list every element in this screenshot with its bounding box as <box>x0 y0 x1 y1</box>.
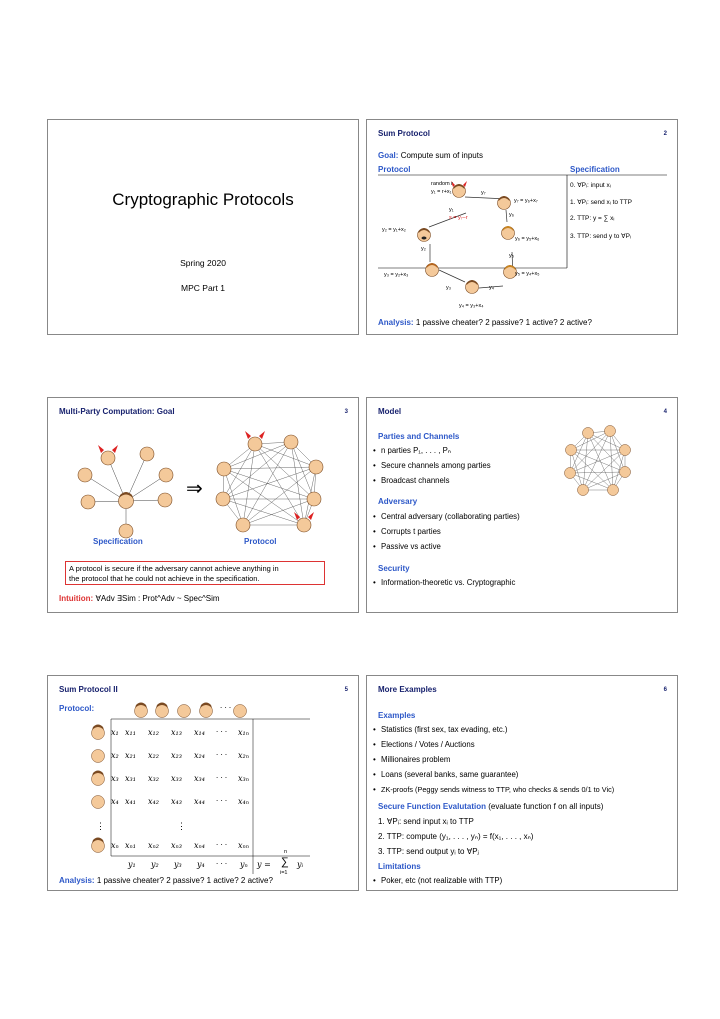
matrix-cell: · · · <box>216 728 228 736</box>
matrix-cell: x₃₁ <box>125 774 136 783</box>
matrix-cell: xₙ₃ <box>171 841 182 850</box>
analysis-label: Analysis: <box>59 876 95 885</box>
label-y3-eq: y₃ = y₂+x₃ <box>384 272 409 278</box>
row-label: xₙ <box>111 841 119 850</box>
label-y2-eq: y₂ = y₁+x₂ <box>382 227 406 233</box>
list-item: • Secure channels among parties <box>373 461 491 470</box>
sum-cell: y₂ <box>151 860 159 869</box>
slide-6 <box>366 675 678 891</box>
matrix-cell: x₁₃ <box>171 728 182 737</box>
matrix-cell: x₂₃ <box>171 751 182 760</box>
label-y6: y₆ <box>509 212 514 218</box>
label-y7-eq: y₇ = y₆+x₇ <box>514 198 538 204</box>
matrix-cell: x₃₄ <box>194 774 205 783</box>
slide-number: 2 <box>663 131 667 137</box>
spec-step: 2. TTP: y = ∑ xᵢ <box>570 215 615 222</box>
sum-cell: y₁ <box>128 860 136 869</box>
label-y4-eq: y₄ = y₃+x₄ <box>459 303 484 309</box>
section-heading: Parties and Channels <box>378 432 460 441</box>
spec-step: 3. TTP: send y to ∀Pᵢ <box>570 233 631 240</box>
total-sigma: ∑ <box>281 856 289 868</box>
row-label: x₁ <box>111 728 119 737</box>
slide-1 <box>47 119 359 335</box>
title: Cryptographic Protocols <box>112 190 294 209</box>
header-dots: · · · <box>220 704 232 712</box>
matrix-cell: x₃₃ <box>171 774 182 783</box>
slide-5 <box>47 675 359 891</box>
implies-arrow: ⇒ <box>186 478 203 500</box>
list-item: • n parties P₁, . . . , Pₙ <box>373 446 451 455</box>
analysis-text: 1 passive cheater? 2 passive? 1 active? 2 active? <box>96 876 273 885</box>
sfe-step: 2. TTP: compute (y₁, . . . , yₙ) = f(x₁, . . . , xₙ) <box>378 832 534 841</box>
slide-title: Sum Protocol <box>378 129 431 138</box>
protocol-label: Protocol <box>244 537 277 546</box>
intuition <box>59 594 220 603</box>
sfe-step: 3. TTP: send output yᵢ to ∀Pⱼ <box>378 847 479 856</box>
spec-step: 1. ∀Pᵢ: send xᵢ to TTP <box>570 199 633 206</box>
term: Spring 2020 <box>180 258 226 268</box>
matrix-cell: x₄₁ <box>125 797 136 806</box>
matrix-diagram <box>48 676 359 891</box>
matrix-cell: x₁₂ <box>148 728 159 737</box>
slide-number: 5 <box>344 687 348 693</box>
slide-number: 4 <box>663 409 667 415</box>
list-item: • Broadcast channels <box>373 476 449 485</box>
slide-number: 3 <box>344 409 348 415</box>
matrix-cell: x₂₂ <box>148 751 159 760</box>
slide-title: Sum Protocol II <box>59 685 118 694</box>
protocol-label: Protocol <box>378 165 411 174</box>
label-y5: y₅ <box>509 253 514 259</box>
matrix-cell: xₙ₂ <box>148 841 159 850</box>
slide-number: 6 <box>663 687 667 693</box>
sum-cell: y₄ <box>197 860 205 869</box>
list-item: • Central adversary (collaborating parties) <box>373 512 520 521</box>
list-item: • Millionaires problem <box>373 755 450 764</box>
matrix-cell: x₃₂ <box>148 774 159 783</box>
row-label: x₂ <box>111 751 119 760</box>
matrix-cell: x₁₄ <box>194 728 205 737</box>
protocol-label: Protocol: <box>59 704 95 713</box>
sfe-heading-line <box>378 802 603 811</box>
label-y1-eq: y₁ = r+x₁ <box>431 189 452 195</box>
analysis-label: Analysis: <box>378 318 414 327</box>
list-item: • Elections / Votes / Auctions <box>373 740 475 749</box>
matrix-cell: xₙ₄ <box>194 841 205 850</box>
slide-4 <box>366 397 678 613</box>
analysis <box>59 876 273 885</box>
list-item: • Loans (several banks, same guarantee) <box>373 770 518 779</box>
slide-title: Model <box>378 407 402 416</box>
matrix-cell: xₙₙ <box>238 841 249 850</box>
goal-text: Compute sum of inputs <box>400 151 483 160</box>
list-item: • Corrupts t parties <box>373 527 441 536</box>
matrix-cell: x₂ₙ <box>238 751 249 760</box>
analysis <box>378 318 592 327</box>
matrix-cell: x₁₁ <box>125 728 136 737</box>
intuition-text: ∀Adv ∃Sim : Prot^Adv ~ Spec^Sim <box>95 594 220 603</box>
matrix-cell: x₂₁ <box>125 751 136 760</box>
list-item: • Information-theoretic vs. Cryptographic <box>373 578 515 587</box>
vdots: ⋮ <box>177 821 186 831</box>
part: MPC Part 1 <box>181 283 225 293</box>
label-y4: y₄ <box>489 285 494 291</box>
row-label: x₃ <box>111 774 119 783</box>
protocol-diagram <box>367 120 678 335</box>
spec-label: Specification <box>570 165 620 174</box>
label-y7: y₇ <box>481 190 486 196</box>
matrix-cell: · · · <box>216 774 228 782</box>
spec-label: Specification <box>93 537 143 546</box>
matrix-cell: x₄₂ <box>148 797 159 806</box>
slide-title: More Examples <box>378 685 437 694</box>
label-random: random r <box>431 181 454 187</box>
slide-title: Multi-Party Computation: Goal <box>59 407 175 416</box>
matrix-cell: · · · <box>216 797 228 805</box>
total-top: n <box>284 849 288 855</box>
label-s-eq: s = y₇−r <box>449 215 468 221</box>
matrix-cell: x₁ₙ <box>238 728 249 737</box>
vdots: ⋮ <box>96 821 105 831</box>
intuition-label: Intuition: <box>59 594 94 603</box>
label-y6-eq: y₆ = y₅+x₆ <box>515 236 540 242</box>
sum-cell: yₙ <box>240 860 248 869</box>
limitations-heading: Limitations <box>378 862 421 871</box>
total-bottom: i=1 <box>280 870 288 876</box>
security-box <box>65 561 325 585</box>
label-y5-eq: y₅ = y₄+x₅ <box>515 271 540 277</box>
analysis-text: 1 passive cheater? 2 passive? 1 active? 2 active? <box>415 318 592 327</box>
total-rhs: yᵢ <box>297 860 304 869</box>
matrix-cell: x₃ₙ <box>238 774 249 783</box>
section-heading: Adversary <box>378 497 418 506</box>
row-label: x₄ <box>111 797 119 806</box>
label-y1: y₁ <box>449 207 454 213</box>
sum-cell: y₃ <box>174 860 182 869</box>
goal-label: Goal: <box>378 151 399 160</box>
list-item: • Passive vs active <box>373 542 441 551</box>
box-line-1: A protocol is secure if the adversary cannot achieve anything in <box>69 564 279 573</box>
matrix-cell: · · · <box>216 841 228 849</box>
section-heading: Security <box>378 564 410 573</box>
label-y3: y₃ <box>446 285 451 291</box>
matrix-cell: x₄₃ <box>171 797 182 806</box>
total-lhs: y = <box>257 860 271 869</box>
spec-step: 0. ∀Pᵢ: input xᵢ <box>570 182 611 189</box>
list-item: • Statistics (first sex, tax evading, etc.) <box>373 725 508 734</box>
sum-cell: · · · <box>216 860 228 868</box>
sfe-note: (evaluate function f on all inputs) <box>488 802 604 811</box>
list-item: • ZK-proofs (Peggy sends witness to TTP, who checks & sends 0/1 to Vic) <box>373 785 614 794</box>
matrix-cell: x₂₄ <box>194 751 205 760</box>
sfe-step: 1. ∀Pᵢ: send input xᵢ to TTP <box>378 817 474 826</box>
label-y2: y₂ <box>421 246 426 252</box>
matrix-cell: x₄₄ <box>194 797 205 806</box>
examples-heading: Examples <box>378 711 416 720</box>
sfe-heading: Secure Function Evalutation <box>378 802 487 811</box>
matrix-cell: xₙ₁ <box>125 841 136 850</box>
matrix-cell: · · · <box>216 751 228 759</box>
box-line-2: the protocol that he could not achieve in the specification. <box>69 574 260 583</box>
list-item: • Poker, etc (not realizable with TTP) <box>373 876 502 885</box>
slide-2 <box>366 119 678 335</box>
matrix-cell: x₄ₙ <box>238 797 249 806</box>
slide-3 <box>47 397 359 613</box>
